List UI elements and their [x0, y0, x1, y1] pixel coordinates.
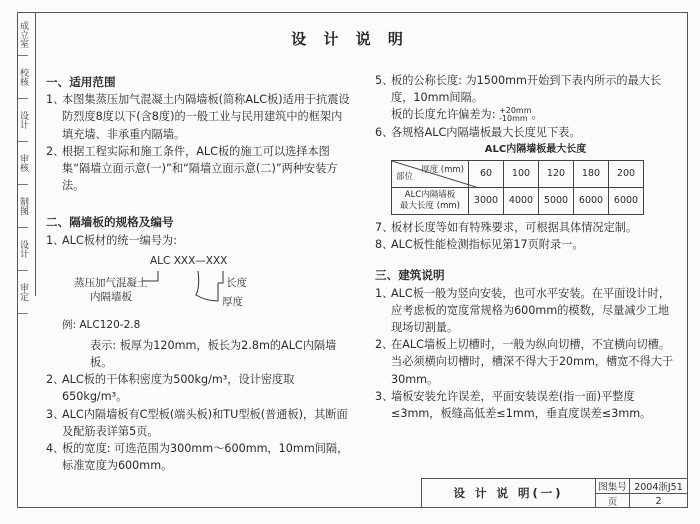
table-cell: 5000	[539, 188, 574, 215]
table-cell: 100	[504, 161, 539, 188]
list-item: 3、 墙板安装允许误差，平面安装误差(指一面)平整度≤3mm，板缝高低差≤1mm，垂直度误差≤3mm。	[375, 389, 652, 421]
sidebar-cell: 制图	[18, 185, 28, 228]
sidebar-cell: 成立室	[18, 13, 28, 56]
example-code: 例: ALC120-2.8	[62, 318, 141, 331]
list-item: 1、 本图集蒸压加气混凝土内隔墙板(简称ALC板)适用于抗震设防烈度8度以下(含8度)的一般工业与民用建筑中的框架内填充墙、非承重内隔墙。	[46, 93, 350, 141]
list-item: 3、 ALC内隔墙板有C型板(端头板)和TU型板(普通板)，其断面及配筋表详第5页。	[46, 407, 348, 438]
left-label-2: 内隔墙板	[90, 290, 132, 303]
table-cell: 4000	[504, 188, 539, 215]
tolerance-line: 板的长度允许偏差为: +20mm -10mm 。	[391, 106, 543, 124]
table-cell: 120	[539, 161, 574, 188]
section-heading: 一、适用范围	[46, 75, 116, 89]
table-caption: ALC内隔墙板最大长度	[484, 143, 587, 155]
table-cell: 3000	[469, 188, 504, 215]
list-item: 5、 板的公称长度: 为1500mm开始到下表内所示的最大长度，10mm间隔。	[375, 74, 662, 105]
list-item: 2、 在ALC墙板上切槽时，一般为纵向切槽，不宜横向切槽。当必须横向切槽时，槽深不得大于20mm，槽宽不得大于30mm。	[375, 338, 674, 386]
right-column	[375, 72, 680, 422]
section-heading: 三、建筑说明	[375, 268, 445, 283]
table-cell: 180	[574, 161, 609, 188]
table-cell: 60	[469, 161, 504, 188]
atlas-label: 图集号	[596, 479, 630, 494]
signature-column	[18, 13, 36, 301]
code-label: ALC XXX—XXX	[150, 254, 228, 267]
list-item: 8、 ALC板性能检测指标见第17页附录一。	[375, 238, 584, 252]
list-item: 4、 板的宽度: 可选范围为300mm～600mm，10mm间隔，标准宽度为600mm。	[46, 442, 349, 473]
max-length-table	[391, 160, 644, 215]
sidebar-cell: 审核	[18, 142, 28, 185]
length-label: 长度	[226, 276, 247, 289]
sidebar-cell: 设计	[18, 99, 28, 142]
list-item: 2、 ALC板的干体积密度为500kg/m³，设计密度取650kg/m³。	[46, 373, 295, 404]
table-cell: 6000	[574, 188, 609, 215]
table-cell: 6000	[609, 188, 644, 215]
list-item: 1、 ALC板一般为竖向安装，也可水平安装。在平面设计时，应考虑板的宽度常规格为600mm的模数，尽量减少工地现场切割量。	[375, 286, 671, 335]
page-number: 2	[655, 495, 662, 507]
section-heading: 二、隔墙板的规格及编号	[46, 215, 174, 230]
page-title: 设 计 说 明	[291, 30, 409, 48]
example-meaning: 表示: 板厚为120mm，板长为2.8m的ALC内隔墙板。	[90, 338, 337, 370]
left-column	[46, 74, 351, 474]
list-item: 7、 板材长度等如有特殊要求，可根据具体情况定制。	[375, 221, 638, 235]
list-item: 2、 根据工程实际和施工条件，ALC板的施工可以选择本图集“隔墙立面示意(一)”和“隔墙立面示意(二)”两种安装方法。	[46, 144, 338, 193]
sheet-name: 设 计 说 明(一)	[422, 479, 596, 507]
left-label-1: 蒸压加气混凝土	[74, 276, 148, 289]
sidebar-cell: 设计	[18, 228, 28, 271]
list-item: 1、 ALC板材的统一编号为:	[46, 233, 177, 247]
table-cell: 200	[609, 161, 644, 188]
list-item: 6、 各规格ALC内隔墙板最大长度见下表。	[375, 125, 581, 139]
sidebar-cell: 校核	[18, 56, 28, 99]
table-corner-cell: 厚度 (mm) 部位	[392, 161, 469, 188]
sidebar-cell: 审定	[18, 271, 28, 314]
table-row-label: ALC内隔墙板 最大长度 (mm)	[392, 188, 469, 215]
title-block-grid	[596, 479, 687, 507]
title-block	[421, 478, 688, 508]
code-diagram	[46, 251, 351, 335]
atlas-number: 2004浙J51	[630, 479, 687, 494]
page-label: 页	[596, 494, 630, 508]
thickness-label: 厚度	[222, 295, 243, 308]
